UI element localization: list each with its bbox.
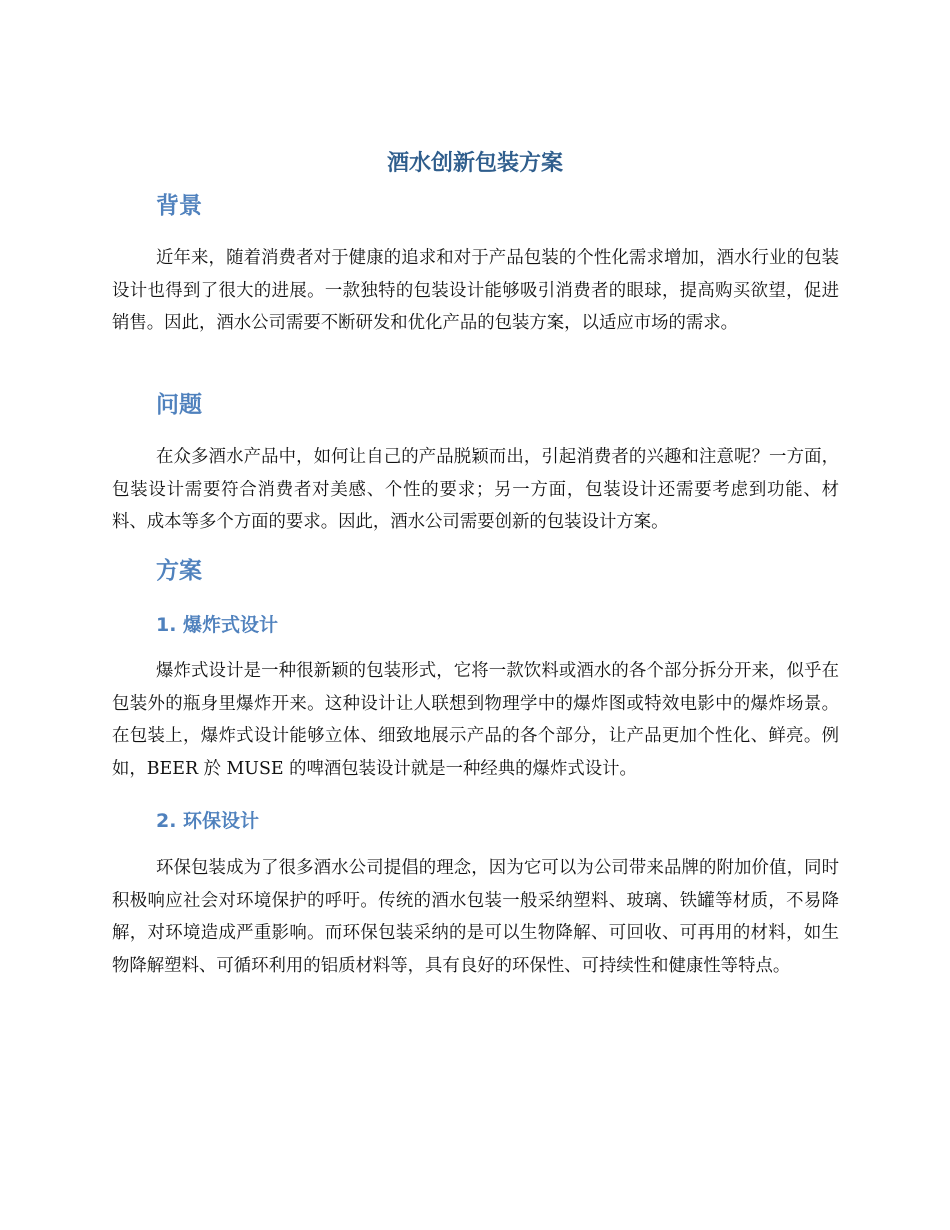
paragraph-eco-design: 环保包装成为了很多酒水公司提倡的理念，因为它可以为公司带来品牌的附加价值，同时积极响应社会对环境保护的呼吁。传统的酒水包装一般采纳塑料、玻璃、铁罐等材质，不易降解，对环境造成严重影响。而环保包装采纳的是可以生物降解、可回收、可再用的材料，如生物降解塑料、可循环利用的铝质材料等，具有良好的环保性、可持续性和健康性等特点。: [112, 858, 839, 976]
section-heading-background: 背景: [156, 193, 202, 219]
paragraph-explosion-design: 爆炸式设计是一种很新颖的包装形式，它将一款饮料或酒水的各个部分拆分开来，似乎在包装外的瓶身里爆炸开来。这种设计让人联想到物理学中的爆炸图或特效电影中的爆炸场景。在包装上，爆炸式设计能够立体、细致地展示产品的各个部分，让产品更加个性化、鲜亮。例如，BEER 於 MUSE 的啤酒包装设计就是一种经典的爆炸式设计。: [112, 661, 839, 779]
section-heading-problem: 问题: [156, 392, 202, 418]
document-title: 酒水创新包装方案: [386, 151, 563, 176]
subsection-heading-explosion-design: 1. 爆炸式设计: [156, 614, 279, 636]
paragraph-problem: 在众多酒水产品中，如何让自己的产品脱颖而出，引起消费者的兴趣和注意呢？一方面，包装设计需要符合消费者对美感、个性的要求；另一方面，包装设计还需要考虑到功能、材料、成本等多个方面的要求。因此，酒水公司需要创新的包装设计方案。: [112, 447, 839, 532]
section-heading-solution: 方案: [156, 558, 202, 584]
paragraph-background: 近年来，随着消费者对于健康的追求和对于产品包装的个性化需求增加，酒水行业的包装设计也得到了很大的进展。一款独特的包装设计能够吸引消费者的眼球，提高购买欲望，促进销售。因此，酒水公司需要不断研发和优化产品的包装方案，以适应市场的需求。: [112, 248, 839, 333]
subsection-heading-eco-design: 2. 环保设计: [156, 810, 260, 832]
